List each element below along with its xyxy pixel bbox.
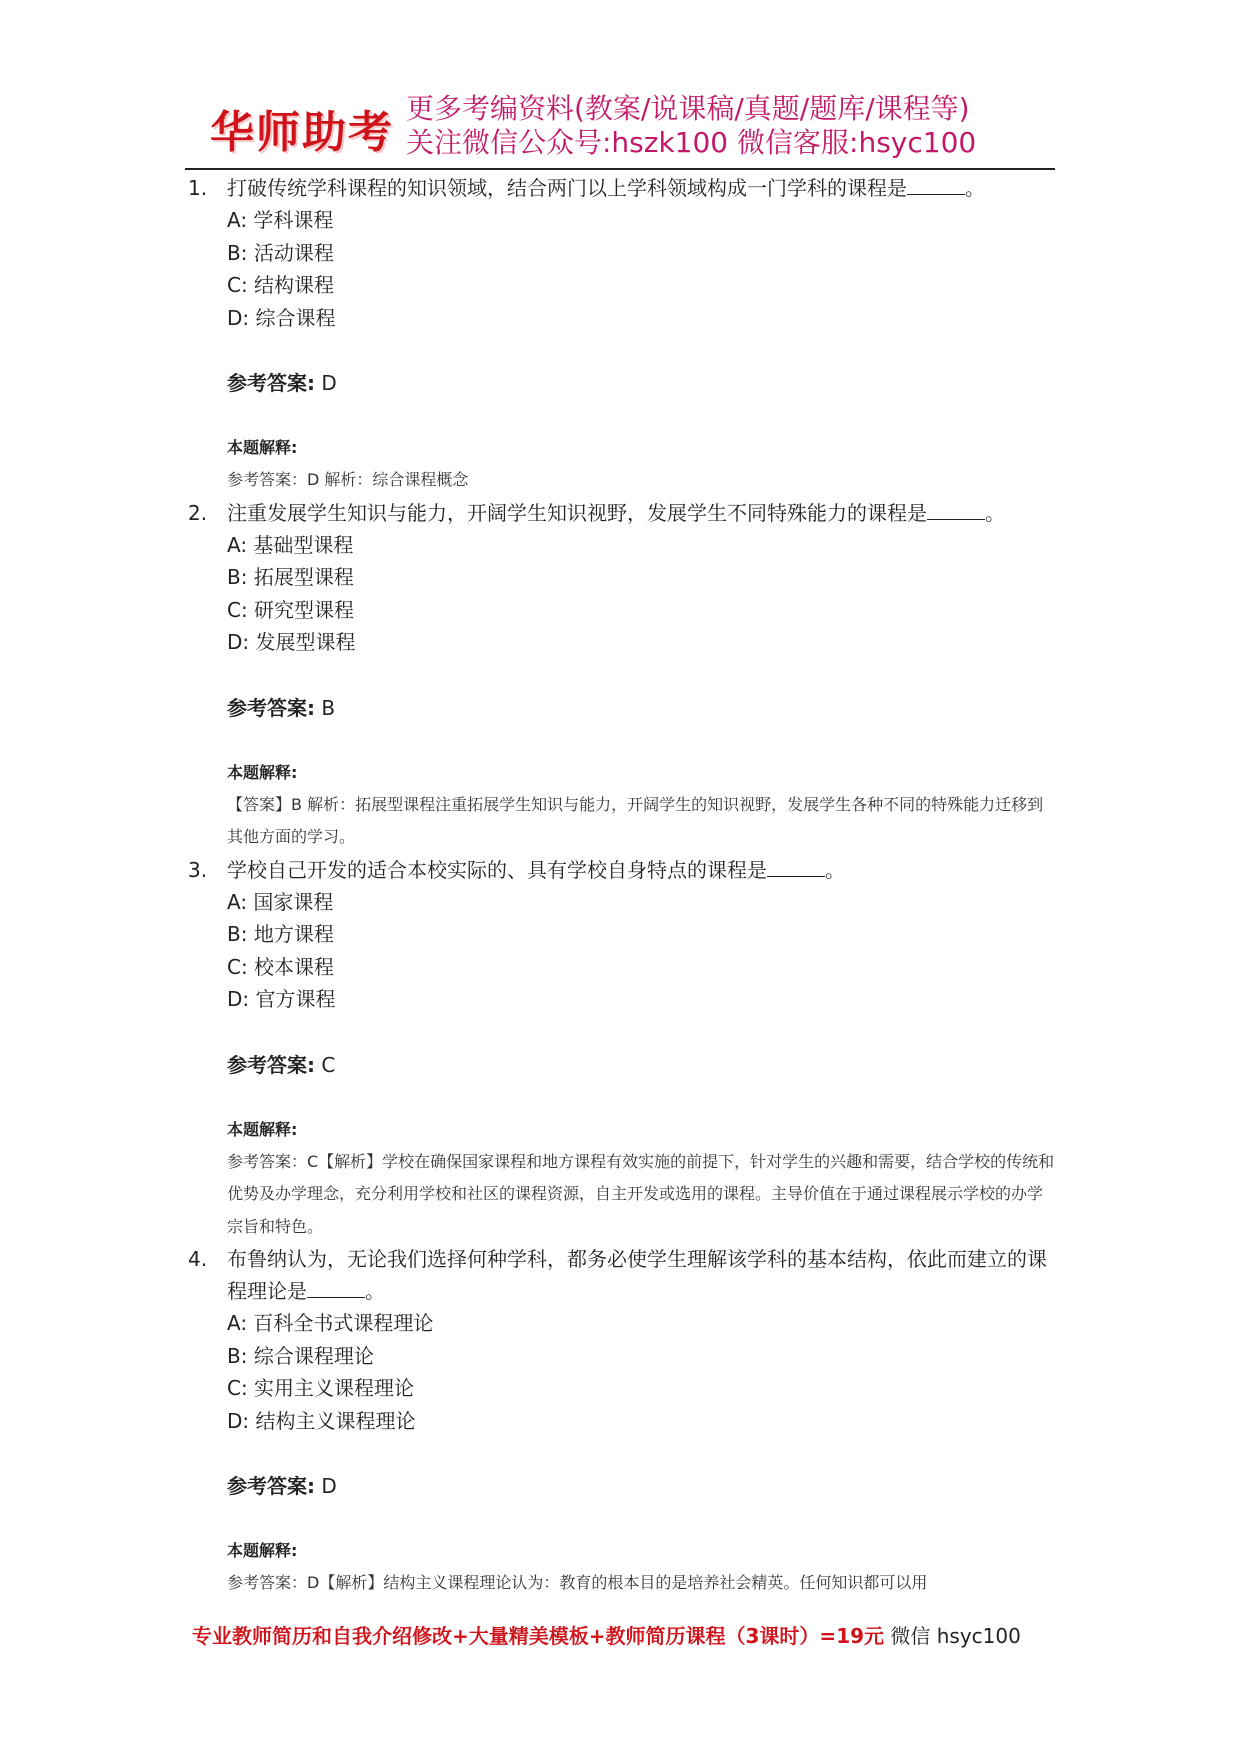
option-a: A: 百科全书式课程理论 — [227, 1311, 434, 1335]
explanation-text: 参考答案：C【解析】学校在确保国家课程和地方课程有效实施的前提下，针对学生的兴趣和需要，结合学校的传统和优势及办学理念，充分利用学校和社区的课程资源，自主开发或选用的课程。主导价值在于通过课程展示学校的办学宗旨和特色。 — [227, 1151, 1055, 1236]
question-text: 布鲁纳认为，无论我们选择何种学科，都务必使学生理解该学科的基本结构，依此而建立的课程理论是 — [227, 1247, 1047, 1303]
option-d: D: 结构主义课程理论 — [227, 1408, 416, 1433]
answer-label: 参考答案: — [227, 1474, 315, 1498]
answer-value: C — [321, 1052, 336, 1077]
question-number: 3. — [188, 857, 208, 882]
reference-answer — [0, 692, 1240, 724]
banner-line-2: 关注微信公众号:hszk100 微信客服:hsyc100 — [406, 126, 977, 159]
reference-answer — [0, 1049, 1240, 1081]
promo-offer: 专业教师简历和自我介绍修改+大量精美模板+教师简历课程（3课时）=19元 — [192, 1624, 885, 1648]
question-text-end: 。 — [985, 500, 1005, 525]
question-text-end: 。 — [825, 857, 845, 882]
explanation-title: 本题解释: — [227, 762, 298, 782]
option-d: D: 发展型课程 — [227, 630, 356, 654]
option-c: C: 实用主义课程理论 — [227, 1376, 415, 1400]
question-number: 4. — [188, 1247, 208, 1271]
question-stem — [0, 497, 1240, 529]
option-c: C: 研究型课程 — [227, 597, 355, 622]
option-a: A: 学科课程 — [227, 208, 334, 232]
question-text-end: 。 — [965, 176, 985, 200]
banner-text — [406, 92, 976, 160]
question-text: 打破传统学科课程的知识领域，结合两门以上学科领域构成一门学科的课程是 — [227, 176, 907, 200]
question-text-end: 。 — [365, 1279, 385, 1303]
option-c: C: 校本课程 — [227, 954, 335, 979]
answer-label: 参考答案: — [227, 371, 315, 395]
answer-value: D — [321, 1474, 337, 1498]
header-divider — [185, 168, 1055, 170]
reference-answer — [0, 1470, 1240, 1502]
question-number: 2. — [188, 500, 208, 525]
question-stem — [0, 1243, 1240, 1307]
question-number: 1. — [188, 176, 208, 200]
banner-line-1: 更多考编资料(教案/说课稿/真题/题库/课程等) — [406, 92, 970, 125]
answer-label: 参考答案: — [227, 1052, 315, 1077]
answer-label: 参考答案: — [227, 695, 315, 720]
question-item — [0, 1243, 1240, 1600]
option-d: D: 官方课程 — [227, 987, 336, 1011]
explanation-title: 本题解释: — [227, 1119, 298, 1139]
brand-logo: 华师助考 — [210, 107, 394, 158]
question-list — [0, 172, 1240, 1600]
explanation-text: 参考答案：D【解析】结构主义课程理论认为：教育的根本目的是培养社会精英。任何知识都可以用 — [227, 1573, 928, 1592]
answer-blank — [927, 501, 985, 520]
option-a: A: 国家课程 — [227, 889, 334, 914]
header-banner — [210, 92, 1040, 164]
explanation-title: 本题解释: — [227, 438, 298, 457]
answer-blank — [307, 1279, 365, 1298]
option-b: B: 活动课程 — [227, 240, 334, 265]
option-c: C: 结构课程 — [227, 273, 335, 297]
question-stem — [0, 172, 1240, 204]
question-text: 学校自己开发的适合本校实际的、具有学校自身特点的课程是 — [227, 857, 767, 882]
question-item — [0, 172, 1240, 497]
answer-blank — [907, 176, 965, 195]
reference-answer — [0, 367, 1240, 399]
option-a: A: 基础型课程 — [227, 532, 354, 557]
option-b: B: 综合课程理论 — [227, 1343, 374, 1368]
promo-contact: 微信 hsyc100 — [890, 1624, 1021, 1648]
answer-blank — [767, 858, 825, 877]
option-d: D: 综合课程 — [227, 305, 336, 330]
explanation-title: 本题解释: — [227, 1541, 298, 1560]
question-stem — [0, 854, 1240, 886]
answer-value: D — [321, 371, 337, 395]
question-item — [0, 854, 1240, 1244]
question-item — [0, 497, 1240, 854]
explanation-text: 【答案】B 解析：拓展型课程注重拓展学生知识与能力，开阔学生的知识视野，发展学生各种不同的特殊能力迁移到其他方面的学习。 — [227, 794, 1044, 846]
question-text: 注重发展学生知识与能力，开阔学生知识视野，发展学生不同特殊能力的课程是 — [227, 500, 927, 525]
answer-value: B — [321, 695, 336, 720]
option-b: B: 地方课程 — [227, 922, 334, 946]
option-b: B: 拓展型课程 — [227, 565, 354, 589]
footer-promo — [192, 1620, 1021, 1652]
explanation-text: 参考答案：D 解析：综合课程概念 — [227, 470, 469, 489]
